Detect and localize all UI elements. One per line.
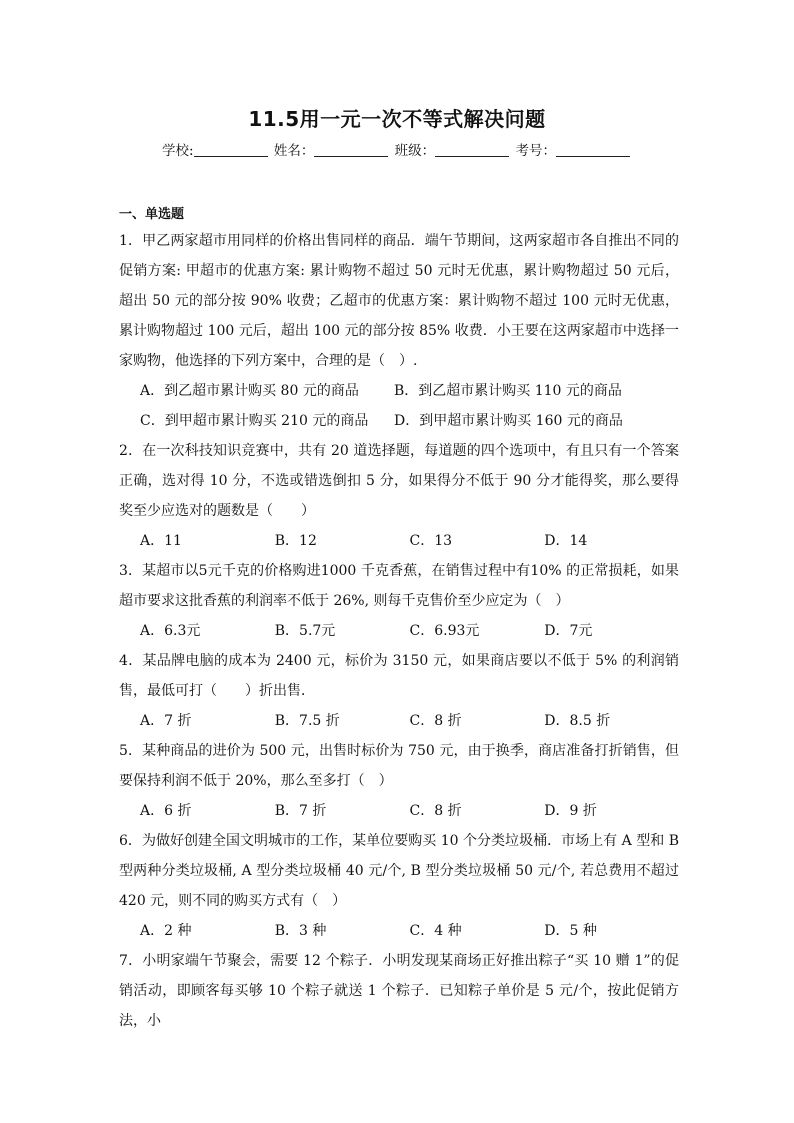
question-1 [119, 226, 679, 436]
option-d: D．8.5 折 [544, 713, 611, 729]
option-a: A．到乙超市累计购买 80 元的商品 [140, 383, 359, 399]
question-stem: 5．某种商品的进价为 500 元，出售时标价为 750 元，由于换季，商店准备打折销售，但要保持利润不低于 20%，那么至多打（ ） [119, 743, 679, 789]
student-info-line [0, 139, 794, 159]
option-c: C．8 折 [409, 713, 462, 729]
option-b: B．7.5 折 [274, 713, 340, 729]
option-a: A．11 [140, 533, 182, 549]
option-b: B．5.7元 [274, 623, 336, 639]
option-d: D．到甲超市累计购买 160 元的商品 [394, 413, 623, 429]
option-b: B．12 [274, 533, 317, 549]
option-row [119, 526, 679, 556]
question-2 [119, 436, 679, 556]
number-label: 考号： [515, 143, 556, 159]
question-5 [119, 736, 679, 826]
question-7 [119, 946, 679, 1036]
option-b: B．3 种 [274, 923, 327, 939]
section-heading: 一、单选题 [119, 207, 185, 222]
option-row [119, 616, 679, 646]
option-row [119, 376, 679, 406]
school-blank [194, 142, 268, 157]
class-blank [435, 142, 509, 157]
option-row [119, 406, 679, 436]
option-row [119, 916, 679, 946]
question-stem: 1．甲乙两家超市用同样的价格出售同样的商品．端午节期间，这两家超市各自推出不同的促销方案: 甲超市的优惠方案: 累计购物不超过 50 元时无优惠，累计购物超过 50 元后，超出 50 元的部分按 90% 收费；乙超市的优惠方案：累计购物不超过 100 元时无优惠，累计购物超过 100 元后，超出 100 元的部分按 85% 收费．小王要在这两家超市中选择一家购物，他选择的下列方案中，合理的是（ ）. [119, 233, 679, 369]
option-a: A．6.3元 [140, 623, 201, 639]
option-d: D．14 [544, 533, 588, 549]
option-c: C．到甲超市累计购买 210 元的商品 [140, 413, 369, 429]
question-3 [119, 556, 679, 646]
school-label: 学校: [162, 143, 194, 159]
question-6 [119, 826, 679, 946]
option-row [119, 796, 679, 826]
name-label: 姓名： [273, 143, 315, 159]
option-d: D．9 折 [544, 803, 597, 819]
page-title: 11.5用一元一次不等式解决问题 [248, 107, 546, 131]
question-stem: 4．某品牌电脑的成本为 2400 元，标价为 3150 元，如果商店要以不低于 5% 的利润销售，最低可打（ ）折出售． [119, 653, 679, 699]
number-blank [556, 142, 630, 157]
question-stem: 3．某超市以5元千克的价格购进1000 千克香蕉，在销售过程中有10% 的正常损耗，如果超市要求这批香蕉的利润率不低于 26%, 则每千克售价至少应定为（ ） [119, 563, 679, 609]
option-a: A．2 种 [140, 923, 192, 939]
question-list [119, 226, 679, 1036]
option-b: B．到乙超市累计购买 110 元的商品 [394, 383, 622, 399]
option-b: B．7 折 [274, 803, 327, 819]
option-a: A．7 折 [140, 713, 192, 729]
option-c: C．13 [409, 533, 453, 549]
option-a: A．6 折 [140, 803, 192, 819]
question-stem: 6．为做好创建全国文明城市的工作，某单位要购买 10 个分类垃圾桶．市场上有 A 型和 B 型两种分类垃圾桶, A 型分类垃圾桶 40 元/个, B 型分类垃圾桶 50 元/个, 若总费用不超过 420 元，则不同的购买方式有（ ） [119, 833, 679, 909]
name-blank [314, 142, 388, 157]
question-stem: 2．在一次科技知识竞赛中，共有 20 道选择题，每道题的四个选项中，有且只有一个答案正确，选对得 10 分，不选或错选倒扣 5 分，如果得分不低于 90 分才能得奖，那么要得奖至少应选对的题数是（ ） [119, 443, 679, 519]
class-label: 班级： [394, 143, 436, 159]
question-stem: 7．小明家端午节聚会，需要 12 个粽子．小明发现某商场正好推出粽子“买 10 赠 1”的促销活动，即顾客每买够 10 个粽子就送 1 个粽子．已知粽子单价是 5 元/个，按此促销方法，小 [119, 953, 679, 1029]
option-row [119, 706, 679, 736]
question-4 [119, 646, 679, 736]
option-c: C．8 折 [409, 803, 462, 819]
option-c: C．4 种 [409, 923, 462, 939]
option-d: D．5 种 [544, 923, 597, 939]
option-d: D．7元 [544, 623, 593, 639]
option-c: C．6.93元 [409, 623, 480, 639]
